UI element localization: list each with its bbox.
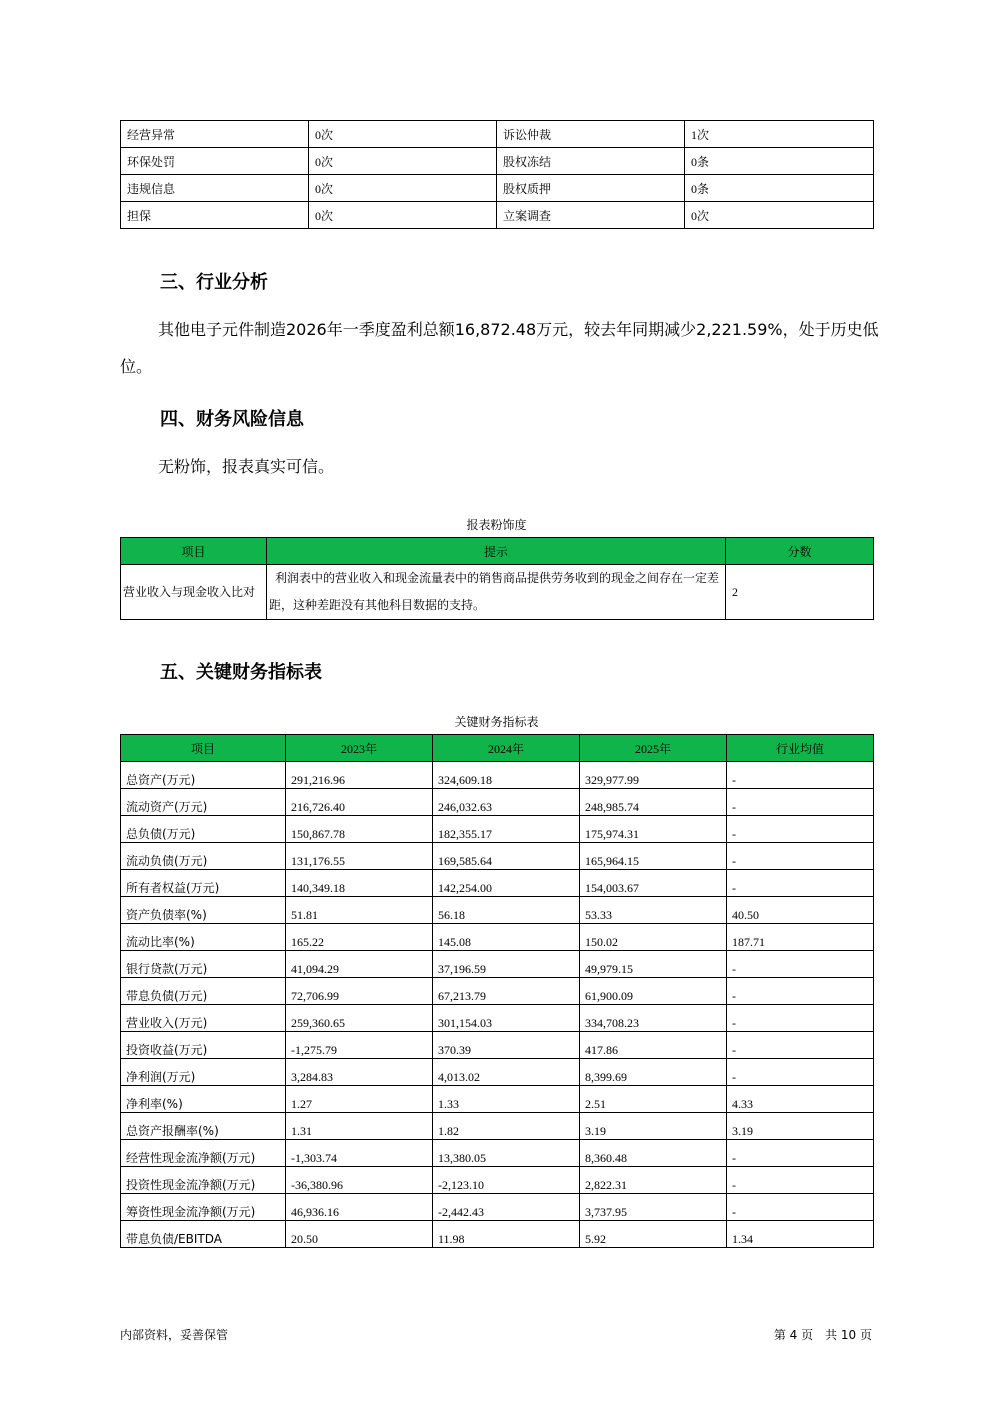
table-row (121, 1005, 874, 1032)
risk-label: 诉讼仲裁 (497, 121, 685, 148)
indicator-value: 169,585.64 (433, 843, 580, 870)
indicator-value: - (727, 762, 874, 789)
indicator-value: 324,609.18 (433, 762, 580, 789)
table-row (121, 924, 874, 951)
indicator-value: -2,442.43 (433, 1194, 580, 1221)
table-row (121, 1221, 874, 1248)
indicator-name: 营业收入(万元) (121, 1005, 286, 1032)
risk-label: 股权质押 (497, 175, 685, 202)
indicator-name: 投资性现金流净额(万元) (121, 1167, 286, 1194)
indicator-value: 56.18 (433, 897, 580, 924)
indicator-value: 2.51 (580, 1086, 727, 1113)
indicator-value: 49,979.15 (580, 951, 727, 978)
key-financial-indicators-table (120, 734, 874, 1248)
fraud-table-caption: 报表粉饰度 (466, 518, 527, 532)
indicator-value: 61,900.09 (580, 978, 727, 1005)
column-header: 2024年 (433, 735, 580, 762)
fraud-score: 2 (726, 565, 874, 620)
indicator-name: 筹资性现金流净额(万元) (121, 1194, 286, 1221)
indicator-value: 67,213.79 (433, 978, 580, 1005)
indicator-value: 1.34 (727, 1221, 874, 1248)
indicator-value: 246,032.63 (433, 789, 580, 816)
indicator-value: 150,867.78 (286, 816, 433, 843)
indicator-value: 8,399.69 (580, 1059, 727, 1086)
indicator-value: - (727, 1032, 874, 1059)
table-row (121, 1140, 874, 1167)
indicator-value: - (727, 843, 874, 870)
table-row (121, 762, 874, 789)
table-row (121, 148, 874, 175)
indicator-value: - (727, 1194, 874, 1221)
indicator-value: 4.33 (727, 1086, 874, 1113)
indicator-value: - (727, 1140, 874, 1167)
risk-label: 担保 (121, 202, 309, 229)
indicator-name: 总资产报酬率(%) (121, 1113, 286, 1140)
table-row (121, 897, 874, 924)
indicator-value: -36,380.96 (286, 1167, 433, 1194)
indicator-name: 资产负债率(%) (121, 897, 286, 924)
indicator-value: 51.81 (286, 897, 433, 924)
risk-value: 0次 (309, 148, 497, 175)
indicator-value: 259,360.65 (286, 1005, 433, 1032)
table-row (121, 1167, 874, 1194)
indicator-value: 142,254.00 (433, 870, 580, 897)
risk-value: 0次 (685, 202, 874, 229)
indicator-value: 1.82 (433, 1113, 580, 1140)
risk-info-body (121, 121, 874, 229)
indicator-value: - (727, 951, 874, 978)
column-header: 2025年 (580, 735, 727, 762)
indicator-value: 301,154.03 (433, 1005, 580, 1032)
indicator-name: 总资产(万元) (121, 762, 286, 789)
table-row (121, 1113, 874, 1140)
indicator-value: 329,977.99 (580, 762, 727, 789)
indicator-value: 1.33 (433, 1086, 580, 1113)
column-header: 项目 (121, 735, 286, 762)
indicator-value: - (727, 1167, 874, 1194)
indicator-value: 248,985.74 (580, 789, 727, 816)
indicator-value: 5.92 (580, 1221, 727, 1248)
table-header-row (121, 735, 874, 762)
indicator-value: 150.02 (580, 924, 727, 951)
column-header: 项目 (121, 538, 267, 565)
indicator-value: 187.71 (727, 924, 874, 951)
kpi-table-body (121, 762, 874, 1248)
table-row (121, 1059, 874, 1086)
risk-info-table (120, 120, 874, 229)
indicator-value: - (727, 870, 874, 897)
indicator-value: 4,013.02 (433, 1059, 580, 1086)
risk-value: 0条 (685, 148, 874, 175)
indicator-name: 所有者权益(万元) (121, 870, 286, 897)
indicator-value: 216,726.40 (286, 789, 433, 816)
risk-label: 立案调查 (497, 202, 685, 229)
table-row (121, 978, 874, 1005)
indicator-name: 流动比率(%) (121, 924, 286, 951)
indicator-name: 流动资产(万元) (121, 789, 286, 816)
table-row (121, 175, 874, 202)
indicator-value: 46,936.16 (286, 1194, 433, 1221)
indicator-value: 417.86 (580, 1032, 727, 1059)
indicator-name: 净利润(万元) (121, 1059, 286, 1086)
indicator-value: -2,123.10 (433, 1167, 580, 1194)
indicator-value: -1,275.79 (286, 1032, 433, 1059)
indicator-value: 3.19 (727, 1113, 874, 1140)
column-header: 行业均值 (727, 735, 874, 762)
financial-risk-text: 无粉饰，报表真实可信。 (158, 457, 335, 476)
table-row (121, 565, 874, 620)
indicator-value: - (727, 816, 874, 843)
column-header: 提示 (267, 538, 726, 565)
indicator-value: 1.27 (286, 1086, 433, 1113)
indicator-name: 带息负债(万元) (121, 978, 286, 1005)
indicator-value: 370.39 (433, 1032, 580, 1059)
indicator-value: 334,708.23 (580, 1005, 727, 1032)
industry-analysis-text: 其他电子元件制造2026年一季度盈利总额16,872.48万元，较去年同期减少2,221.59%，处于历史低位。 (120, 320, 879, 376)
indicator-value: 72,706.99 (286, 978, 433, 1005)
table-row (121, 843, 874, 870)
fraud-degree-table (120, 537, 874, 620)
indicator-value: - (727, 1059, 874, 1086)
table-row (121, 1194, 874, 1221)
indicator-value: 11.98 (433, 1221, 580, 1248)
table-row (121, 789, 874, 816)
table-row (121, 951, 874, 978)
table-row (121, 816, 874, 843)
indicator-name: 投资收益(万元) (121, 1032, 286, 1059)
indicator-value: 291,216.96 (286, 762, 433, 789)
footer-confidential-note: 内部资料，妥善保管 (120, 1328, 229, 1342)
risk-label: 经营异常 (121, 121, 309, 148)
indicator-value: 3.19 (580, 1113, 727, 1140)
indicator-value: - (727, 789, 874, 816)
indicator-name: 带息负债/EBITDA (121, 1221, 286, 1248)
indicator-value: 8,360.48 (580, 1140, 727, 1167)
risk-value: 0次 (309, 121, 497, 148)
indicator-value: 41,094.29 (286, 951, 433, 978)
indicator-value: -1,303.74 (286, 1140, 433, 1167)
risk-label: 环保处罚 (121, 148, 309, 175)
indicator-value: 165,964.15 (580, 843, 727, 870)
indicator-value: 131,176.55 (286, 843, 433, 870)
table-row (121, 870, 874, 897)
indicator-value: 13,380.05 (433, 1140, 580, 1167)
table-row (121, 121, 874, 148)
indicator-value: 20.50 (286, 1221, 433, 1248)
indicator-value: 165.22 (286, 924, 433, 951)
indicator-value: 1.31 (286, 1113, 433, 1140)
risk-value: 0次 (309, 202, 497, 229)
indicator-name: 总负债(万元) (121, 816, 286, 843)
section-title-financial-risk: 四、财务风险信息 (160, 409, 304, 430)
section-title-key-indicators: 五、关键财务指标表 (160, 662, 322, 683)
risk-value: 0条 (685, 175, 874, 202)
indicator-value: 40.50 (727, 897, 874, 924)
indicator-value: 53.33 (580, 897, 727, 924)
indicator-name: 银行贷款(万元) (121, 951, 286, 978)
column-header: 2023年 (286, 735, 433, 762)
indicator-name: 净利率(%) (121, 1086, 286, 1113)
indicator-value: 145.08 (433, 924, 580, 951)
section-title-industry: 三、行业分析 (160, 272, 268, 293)
indicator-value: 3,737.95 (580, 1194, 727, 1221)
indicator-value: 154,003.67 (580, 870, 727, 897)
indicator-value: 2,822.31 (580, 1167, 727, 1194)
fraud-item: 营业收入与现金收入比对 (121, 565, 267, 620)
risk-value: 0次 (309, 175, 497, 202)
table-row (121, 1086, 874, 1113)
indicator-value: 182,355.17 (433, 816, 580, 843)
footer-page-number: 第 4 页 共 10 页 (773, 1328, 872, 1342)
column-header: 分数 (726, 538, 874, 565)
indicator-name: 经营性现金流净额(万元) (121, 1140, 286, 1167)
indicator-value: 175,974.31 (580, 816, 727, 843)
kpi-table-caption: 关键财务指标表 (454, 715, 539, 729)
indicator-name: 流动负债(万元) (121, 843, 286, 870)
risk-label: 违规信息 (121, 175, 309, 202)
risk-value: 1次 (685, 121, 874, 148)
indicator-value: - (727, 1005, 874, 1032)
table-row (121, 202, 874, 229)
fraud-hint: 利润表中的营业收入和现金流量表中的销售商品提供劳务收到的现金之间存在一定差距，这种差距没有其他科目数据的支持。 (267, 565, 726, 620)
indicator-value: 37,196.59 (433, 951, 580, 978)
indicator-value: - (727, 978, 874, 1005)
risk-label: 股权冻结 (497, 148, 685, 175)
indicator-value: 3,284.83 (286, 1059, 433, 1086)
table-row (121, 1032, 874, 1059)
table-header-row (121, 538, 874, 565)
indicator-value: 140,349.18 (286, 870, 433, 897)
